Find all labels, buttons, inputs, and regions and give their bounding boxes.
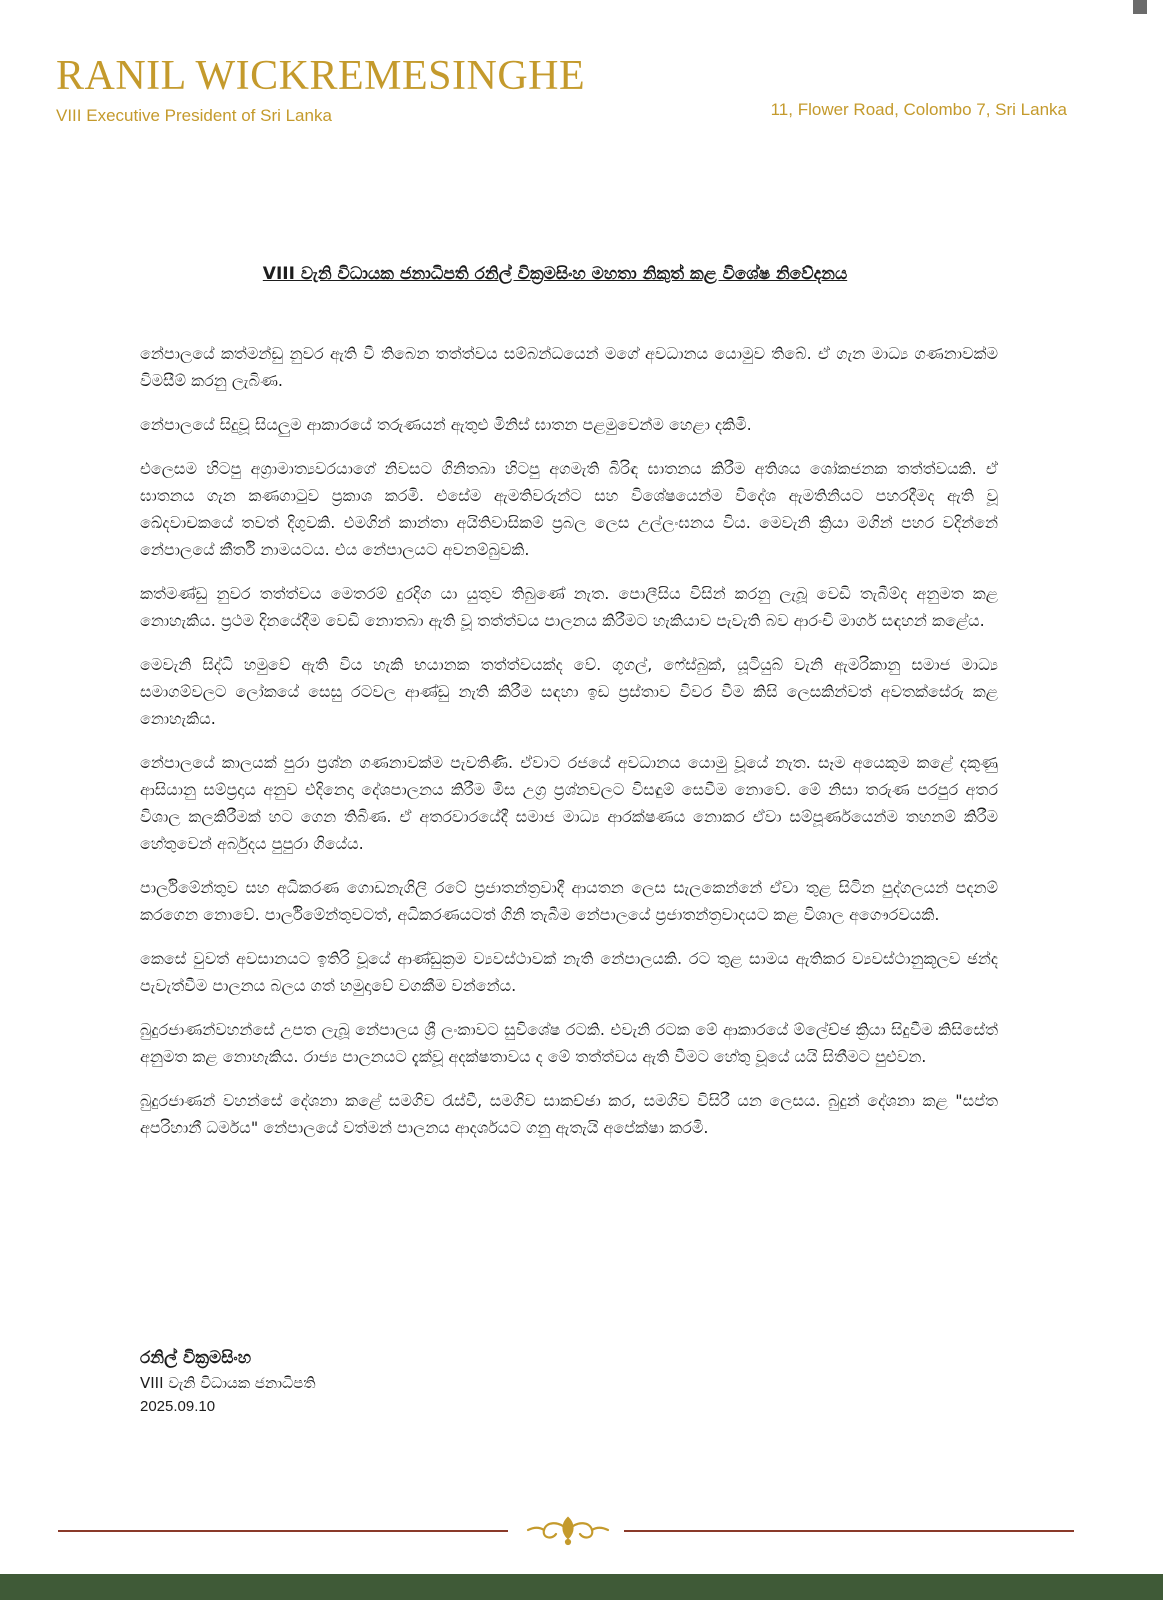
paragraph: නේපාලයේ සිදුවූ සියලුම ආකාරයේ තරුණයන් ඇතුළු මිනිස් ඝාතන පළමුවෙන්ම හෙළා දකිමි. [140, 415, 752, 434]
paragraph: කෙසේ වුවත් අවසානයට ඉතිරි වූයේ ආණ්ඩුක්‍රම ව්‍යවස්ථාවක් නැති නේපාලයකි. රට තුළ සාමය ඇතිකර ව්‍යවස්ථානුකූලව ඡන්ද පැවැත්වීම පාලනය බලය ගත් හමුදාවේ වගකීම වන්නේය. [140, 949, 998, 995]
statement-date: 2025.09.10 [140, 1398, 216, 1415]
paragraph: කත්මණ්ඩු නුවර තත්ත්වය මෙතරම් දුරදිග යා යුතුව තිබුණේ නැත. පොලීසිය විසින් කරනු ලැබූ වෙඩි තැබීම්ද අනුමත කළ නොහැකිය. ප්‍රථම දිනයේදීම වෙඩි නොතබා ඇති වූ තත්ත්වය පාලනය කිරීමට හැකියාව පැවැති බව ආරංචි මාර්ග සඳහන් කළේය. [140, 584, 998, 630]
paragraph: නේපාලයේ කාලයක් පුරා ප්‍රශ්න ගණනාවක්ම පැවතිණි. ඒවාට රජයේ අවධානය යොමු වූයේ නැත. සෑම අයෙකුම කළේ දකුණු ආසියානු සම්ප්‍රදාය අනුව එදිනෙදා දේශපාලනය කිරීම මිස උග්‍ර ප්‍රශ්නවලට විසඳුම් සෙවීම නොවේ. මේ නිසා තරුණ පරපුර අතර විශාල කලකිරීමක් හට ගෙන තිබිණ. ඒ අතරවාරයේදී සමාජ මාධ්‍ය ආරක්ෂණය නොකර ඒවා සම්පූර්ණයෙන්ම තහනම් කිරීම හේතුවෙන් අර්බුදය පුපුරා ගියේය. [140, 753, 998, 853]
paragraph: එලෙසම හිටපු අග්‍රාමාත්‍යවරයාගේ නිවසට ගිනිතබා හිටපු අගමැති බිරිඳ ඝාතනය කිරීම අතිශය ශෝකජනක තත්ත්වයකි. ඒ ඝාතනය ගැන කණගාටුව ප්‍රකාශ කරමි. එසේම ඇමතිවරුන්ට සහ විශේෂයෙන්ම විදේශ ඇමතිනියට පහරදීමද ඇති වූ ඛේදවාචකයේ තවත් දිගුවකි. එමගින් කාන්තා අයිතිවාසිකම් ප්‍රබල ලෙස උල්ලංඝනය විය. මෙවැනි ක්‍රියා මගින් පහර වදින්නේ නේපාලයේ කීර්ති නාමයටය. එය නේපාලයට අවනම්බුවකි. [140, 459, 998, 559]
paragraph: මෙවැනි සිද්ධි හමුවේ ඇති විය හැකි භයානක තත්ත්වයක්ද වේ. ගූගල්, ෆේස්බුක්, යූටියුබ් වැනි ඇමරිකානු සමාජ මාධ්‍ය සමාගම්වලට ලෝකයේ සෙසු රටවල ආණ්ඩු නැති කිරීම සඳහා ඉඩ ප්‍රස්තාව විවර වීම කිසි ලෙසකින්වත් අවතක්සේරු කළ නොහැකිය. [140, 655, 998, 728]
paragraph: බුදුරජාණන් වහන්සේ දේශනා කළේ සමගිව රැස්වී, සමගිව සාකච්ඡා කර, සමගිව විසිරී යන ලෙසය. බුදුන් දේශනා කළ "සප්ත අපරිහානී ධර්මය" නේපාලයේ වත්මන් පාලනය ආදර්ශයට ගනු ඇතැයි අපේක්ෂා කරමි. [140, 1091, 998, 1137]
corner-mark-icon [1129, 0, 1151, 18]
floral-ornament-icon [522, 1514, 614, 1546]
letterhead-position: VIII Executive President of Sri Lanka [56, 106, 332, 125]
signatory-title: VIII වැනි විධායක ජනාධිපති [140, 1374, 316, 1392]
letterhead-address: 11, Flower Road, Colombo 7, Sri Lanka [770, 100, 1067, 119]
signatory-name: රනිල් වික්‍රමසිංහ [140, 1348, 252, 1368]
letterhead-name: RANIL WICKREMESINGHE [56, 53, 586, 99]
paragraph: බුදුරජාණන්වහන්සේ උපත ලැබූ නේපාලය ශ්‍රී ලංකාවට සුවිශේෂ රටකි. එවැනි රටක මේ ආකාරයේ ම්ලේච්ඡ ක්‍රියා සිදුවීම කිසිසේත් අනුමත කළ නොහැකිය. රාජ්‍ය පාලනයට දැක්වූ අදක්ෂතාවය ද මේ තත්ත්වය ඇති වීමට හේතු වූයේ යයි සිතීමට පුළුවන. [140, 1020, 998, 1066]
paragraph: නේපාලයේ කත්මන්ඩු නුවර ඇති වී තිබෙන තත්ත්වය සම්බන්ධයෙන් මගේ අවධානය යොමුව තිබේ. ඒ ගැන මාධ්‍ය ගණනාවක්ම විමසීම් කරනු ලැබිණ. [140, 344, 998, 390]
signature-block [140, 1348, 316, 1415]
footer-divider-left [58, 1530, 508, 1532]
footer-bar [0, 1574, 1163, 1600]
paragraph: පාර්ලිමේන්තුව සහ අධිකරණ ගොඩනැගිලි රටේ ප්‍රජාතන්ත්‍රවාදී ආයතන ලෙස සැලකෙන්නේ ඒවා තුළ සිටින පුද්ගලයන් පදනම් කරගෙන නොවේ. පාර්ලිමේන්තුවටත්, අධිකරණයටත් ගිනි තැබීම නේපාලයේ ප්‍රජාතන්ත්‍රවාදයට කළ විශාල අගෞරවයකි. [140, 878, 998, 924]
statement-title: VIII වැනි විධායක ජනාධිපති රනිල් වික්‍රමසිංහ මහතා නිකුත් කළ විශේෂ නිවේදනය [262, 264, 848, 284]
statement-body [140, 340, 998, 1158]
footer-divider-right [624, 1530, 1074, 1532]
